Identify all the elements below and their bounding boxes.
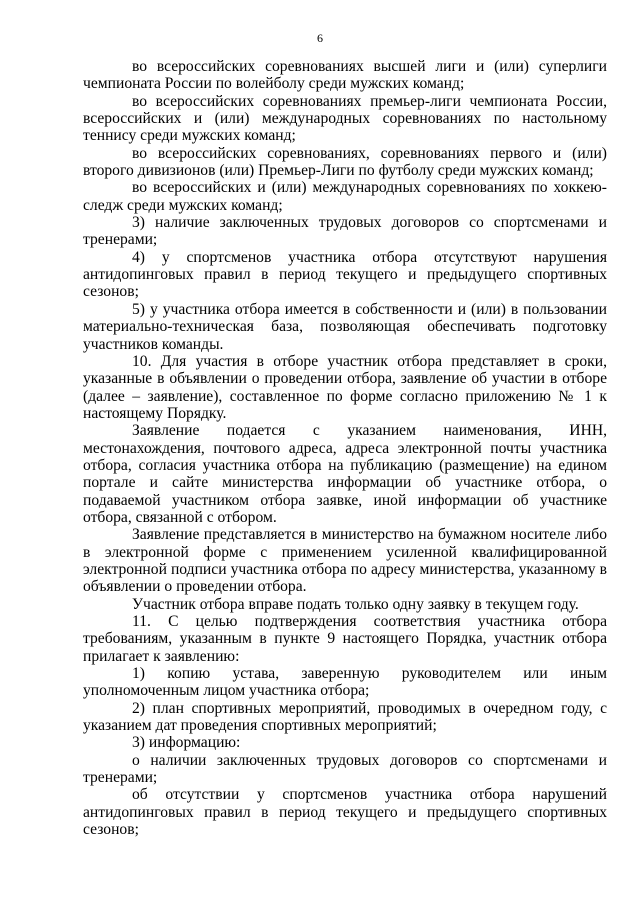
paragraph-football: во всероссийских соревнованиях, соревнованиях первого и (или) второго дивизионов (или) Премьер-Лиги по футболу среди мужских команд; <box>83 144 607 180</box>
paragraph-application-contents: Заявление подается с указанием наименования, ИНН, местонахождения, почтового адреса, адреса электронной почты участника отбора, согласия участника отбора на публикацию (размещение) на едином портале и сайте министерства информации об участнике отбора, о подаваемой участником отбора заявке, иной информации об участнике отбора, связанной с отбором. <box>83 422 607 526</box>
paragraph-clause-10: 10. Для участия в отборе участник отбора представляет в сроки, указанные в объявлении о проведении отбора, заявление об участии в отборе (далее – заявление), составленное по форме согласно приложению № 1 к настоящему Порядку. <box>83 352 607 422</box>
paragraph-volleyball: во всероссийских соревнованиях высшей лиги и (или) суперлиги чемпионата России по волейболу среди мужских команд; <box>83 58 607 93</box>
paragraph-sledge-hockey: во всероссийских и (или) международных соревнованиях по хоккею-следж среди мужских команд; <box>83 179 607 214</box>
paragraph-info-antidoping: об отсутствии у спортсменов участника отбора нарушений антидопинговых правил в период текущего и предыдущего спортивных сезонов; <box>83 786 607 839</box>
document-body <box>83 58 607 838</box>
paragraph-table-tennis: во всероссийских соревнованиях премьер-лиги чемпионата России, всероссийских и (или) международных соревнованиях по настольному теннису среди мужских команд; <box>83 92 607 145</box>
page-number: 6 <box>317 31 323 45</box>
paragraph-attachment-1-charter: 1) копию устава, заверенную руководителем или иным уполномоченным лицом участника отбора; <box>83 665 607 700</box>
paragraph-clause-11: 11. С целью подтверждения соответствия участника отбора требованиям, указанным в пункте 9 настоящего Порядка, участник отбора прилагает к заявлению: <box>83 613 607 665</box>
paragraph-application-submission: Заявление представляется в министерство на бумажном носителе либо в электронной форме с применением усиленной квалифицированной электронной подписи участника отбора по адресу министерства, указанному в объявлении о проведении отбора. <box>83 526 607 596</box>
paragraph-one-application: Участник отбора вправе подать только одну заявку в текущем году. <box>132 595 579 613</box>
paragraph-attachment-2-plan: 2) план спортивных мероприятий, проводимых в очередном году, с указанием дат проведения спортивных мероприятий; <box>83 699 607 735</box>
paragraph-item-3-contracts: 3) наличие заключенных трудовых договоров со спортсменами и тренерами; <box>83 214 607 249</box>
paragraph-info-contracts: о наличии заключенных трудовых договоров со спортсменами и тренерами; <box>83 751 607 787</box>
paragraph-item-4-antidoping: 4) у спортсменов участника отбора отсутствуют нарушения антидопинговых правил в период текущего и предыдущего спортивных сезонов; <box>83 248 607 301</box>
paragraph-attachment-3-info: 3) информацию: <box>132 734 241 752</box>
paragraph-item-5-facilities: 5) у участника отбора имеется в собственности и (или) в пользовании материально-техническая база, позволяющая обеспечивать подготовку участников команды. <box>83 300 607 353</box>
